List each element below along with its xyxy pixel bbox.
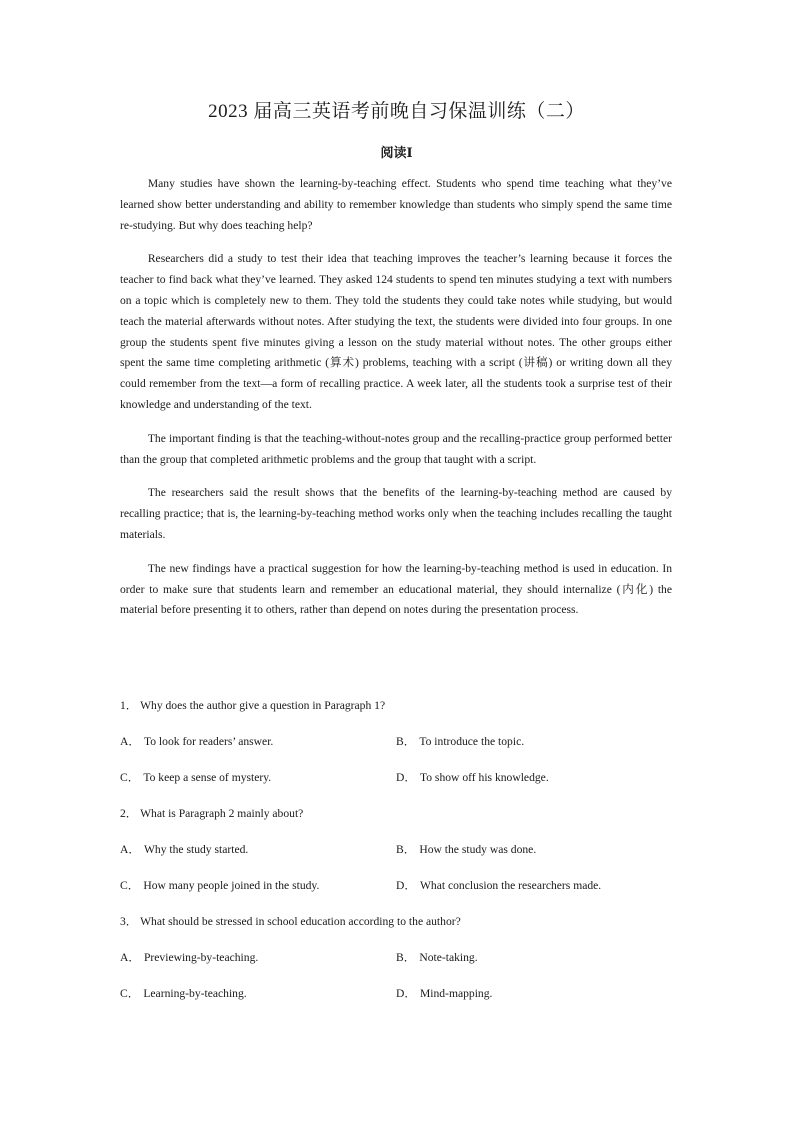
passage-paragraph: The new findings have a practical suggestion for how the learning-by-teaching method is used in education. In order to make sure that students learn and remember an educational material, they should internalize (内化) the material before presenting it to others, rather than depend on notes during the presentation process.: [120, 561, 672, 617]
option-b: [396, 948, 672, 984]
question-item: [120, 804, 672, 912]
option-text: Learning-by-teaching.: [143, 987, 247, 1000]
option-row: [120, 984, 672, 1020]
option-letter: C．: [120, 879, 140, 892]
option-text: Previewing-by-teaching.: [143, 951, 259, 964]
option-b: [396, 840, 672, 876]
option-text: To look for readers’ answer.: [143, 735, 274, 748]
option-letter: C．: [120, 987, 140, 1000]
option-letter: A．: [120, 951, 140, 964]
option-letter: D．: [396, 987, 416, 1000]
option-row: [120, 876, 672, 912]
option-a: [120, 840, 396, 876]
option-a: [120, 948, 396, 984]
option-b: [396, 732, 672, 768]
option-text: How many people joined in the study.: [143, 879, 320, 892]
option-d: [396, 768, 672, 804]
passage-paragraph: Many studies have shown the learning-by-teaching effect. Students who spend time teaching what they’ve learned show better understanding and ability to remember knowledge than students who simply spend the same time re-studying. But why does teaching help?: [120, 177, 672, 232]
option-letter: B．: [396, 735, 416, 748]
question-item: [120, 696, 672, 804]
option-row: [120, 948, 672, 984]
option-c: [120, 984, 396, 1020]
option-text: To keep a sense of mystery.: [143, 771, 272, 784]
option-letter: D．: [396, 879, 416, 892]
option-letter: A．: [120, 735, 140, 748]
section-heading: 阅读Ⅰ: [380, 145, 413, 160]
option-text: Why the study started.: [143, 843, 249, 856]
question-stem: 2． What is Paragraph 2 mainly about?: [120, 807, 304, 820]
passage-paragraph: Researchers did a study to test their idea that teaching improves the teacher’s learning because it forces the teacher to find back what they’ve learned. They asked 124 students to spend ten minutes studying a text with numbers on a topic which is completely new to them. They told the students they could take notes while studying, but would teach the material afterwards without notes. After studying the text, the students were divided into four groups. In one group the students spent five minutes giving a lesson on the study material without notes. The other groups either spent the same time completing arithmetic (算术) problems, teaching with a script (讲稿) or writing down all they could remember from the text—a form of recalling practice. A week later, all the students took a surprise test of their knowledge and understanding of the text.: [120, 252, 672, 411]
option-a: [120, 732, 396, 768]
option-row: [120, 840, 672, 876]
option-row: [120, 732, 672, 768]
option-text: What conclusion the researchers made.: [419, 879, 602, 892]
option-c: [120, 876, 396, 912]
page-title: 2023 届高三英语考前晚自习保温训练（二）: [208, 101, 585, 122]
option-text: Note-taking.: [419, 951, 478, 964]
passage-paragraph: The researchers said the result shows that the benefits of the learning-by-teaching method are caused by recalling practice; that is, the learning-by-teaching method works only when the teaching includes recalling the taught materials.: [120, 486, 672, 541]
option-letter: B．: [396, 843, 416, 856]
question-list: [120, 696, 672, 1020]
option-letter: A．: [120, 843, 140, 856]
option-letter: D．: [396, 771, 416, 784]
question-item: [120, 912, 672, 1020]
option-text: Mind-mapping.: [419, 987, 493, 1000]
option-c: [120, 768, 396, 804]
option-d: [396, 984, 672, 1020]
option-text: How the study was done.: [419, 843, 537, 856]
option-d: [396, 876, 672, 912]
passage-paragraph: The important finding is that the teaching-without-notes group and the recalling-practice group performed better than the group that completed arithmetic problems and the group that taught with a script.: [120, 431, 672, 466]
option-row: [120, 768, 672, 804]
option-text: To introduce the topic.: [419, 735, 525, 748]
question-stem: 3． What should be stressed in school education according to the author?: [120, 915, 461, 928]
option-letter: C．: [120, 771, 140, 784]
question-stem: 1． Why does the author give a question in Paragraph 1?: [120, 699, 386, 712]
option-text: To show off his knowledge.: [419, 771, 549, 784]
option-letter: B．: [396, 951, 416, 964]
reading-passage: [120, 174, 672, 634]
